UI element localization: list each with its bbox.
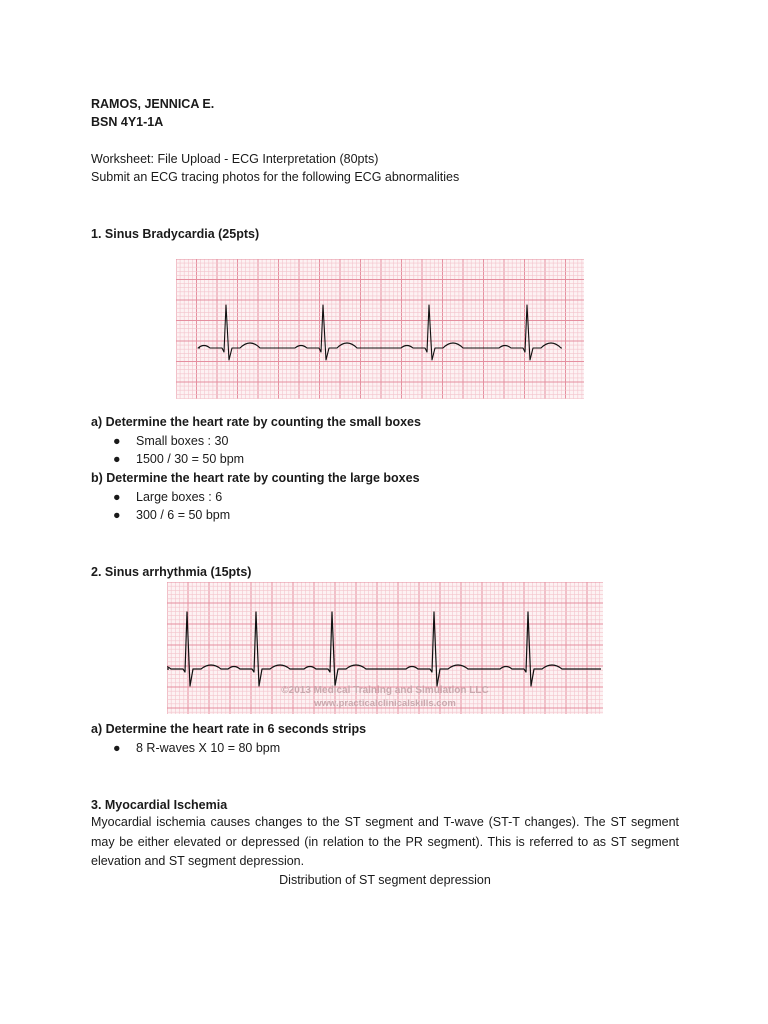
section3-caption: Distribution of ST segment depression <box>279 873 491 887</box>
watermark-url: www.practicalclinicalskills.com <box>314 698 456 709</box>
list-item-text: Large boxes : 6 <box>136 490 223 504</box>
student-name: RAMOS, JENNICA E. <box>91 97 215 111</box>
student-section: BSN 4Y1-1A <box>91 115 164 129</box>
worksheet-title: Worksheet: File Upload - ECG Interpretation (80pts) <box>91 152 379 166</box>
section2-heading: 2. Sinus arrhythmia (15pts) <box>91 565 252 579</box>
list-item-text: Small boxes : 30 <box>136 434 229 448</box>
bullet-icon: ● <box>113 452 121 466</box>
section3-paragraph: Myocardial ischemia causes changes to the ST segment and T-wave (ST-T changes). The ST segment may be either elevated or depressed (in relation to the PR segment). This is referred to as ST segment elevation and ST segment depression. <box>91 815 679 868</box>
worksheet-instruction: Submit an ECG tracing photos for the following ECG abnormalities <box>91 170 460 184</box>
section1-question-b: b) Determine the heart rate by counting the large boxes <box>91 471 420 485</box>
section2-question-a: a) Determine the heart rate in 6 seconds strips <box>91 722 367 736</box>
section1-heading: 1. Sinus Bradycardia (25pts) <box>91 227 260 241</box>
list-item-text: 1500 / 30 = 50 bpm <box>136 452 245 466</box>
bullet-icon: ● <box>113 434 121 448</box>
bullet-icon: ● <box>113 508 121 522</box>
bullet-icon: ● <box>113 490 121 504</box>
sinus-arrhythmia-ecg-strip <box>167 582 603 714</box>
sinus-bradycardia-ecg-strip <box>176 259 584 399</box>
section3-heading: 3. Myocardial Ischemia <box>91 798 228 812</box>
list-item-text: 300 / 6 = 50 bpm <box>136 508 231 522</box>
watermark-copyright: ©2013 Medical Training and Simulation LLC <box>281 685 489 696</box>
bullet-icon: ● <box>113 741 121 755</box>
list-item-text: 8 R-waves X 10 = 80 bpm <box>136 741 281 755</box>
section1-question-a: a) Determine the heart rate by counting the small boxes <box>91 415 421 429</box>
